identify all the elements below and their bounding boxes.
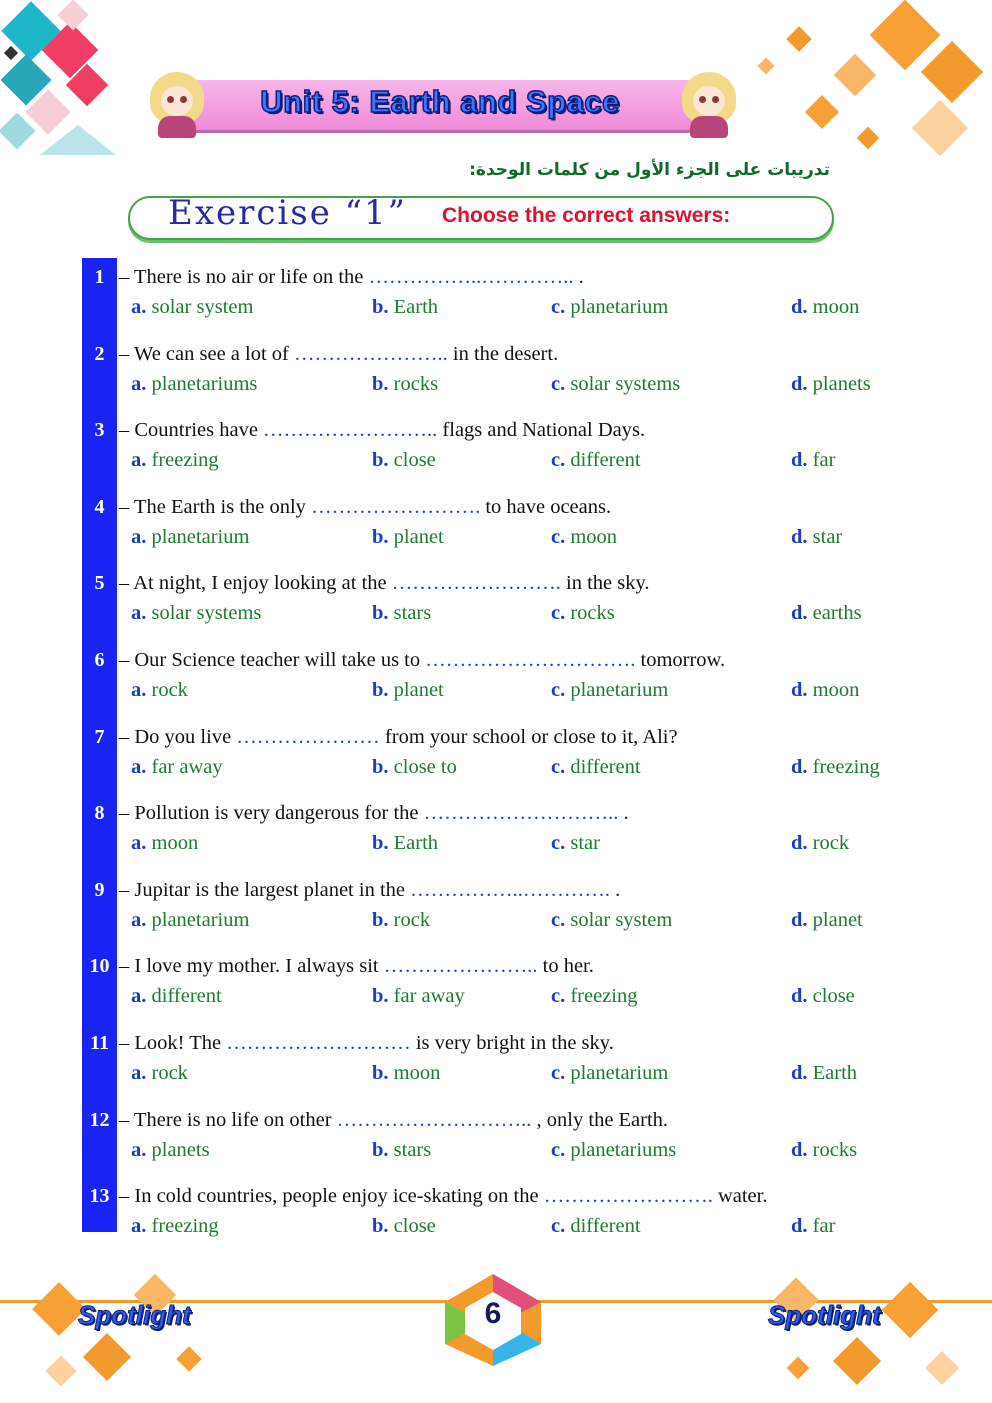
option-letter: c. — [551, 449, 566, 472]
option-text: planets — [812, 372, 871, 395]
option-d[interactable] — [791, 985, 855, 1008]
option-letter: c. — [551, 1138, 566, 1161]
option-a[interactable] — [131, 985, 222, 1008]
option-a[interactable] — [131, 832, 198, 855]
option-letter: b. — [372, 755, 389, 778]
question-number: 5 — [94, 572, 105, 595]
option-d[interactable] — [791, 756, 880, 779]
option-letter: b. — [372, 985, 389, 1008]
option-letter: d. — [791, 755, 808, 778]
option-text: close to — [393, 755, 457, 778]
option-text: different — [570, 755, 641, 778]
option-text: freezing — [812, 755, 880, 778]
question-text-after: . — [578, 266, 584, 288]
question-number: 11 — [90, 1032, 109, 1054]
option-text: planetarium — [570, 1062, 669, 1084]
option-letter: a. — [131, 525, 147, 548]
page-title: Unit 5: Earth and Space — [260, 84, 620, 119]
option-text: planetarium — [151, 908, 250, 931]
question-text-after: , only the Earth. — [536, 1108, 669, 1131]
option-c[interactable] — [551, 1215, 641, 1238]
option-text: close — [393, 1215, 436, 1238]
option-a[interactable] — [131, 602, 261, 625]
option-letter: a. — [131, 832, 147, 855]
answer-blank[interactable]: ………………….. — [294, 342, 453, 365]
question-text-before: – I love my mother. I always sit — [119, 955, 384, 978]
answer-blank[interactable]: ………………… — [236, 725, 385, 748]
option-letter: b. — [372, 296, 389, 318]
option-text: Earth — [812, 1062, 858, 1084]
option-text: planetarium — [570, 296, 669, 318]
option-letter: a. — [131, 296, 147, 318]
option-d[interactable] — [791, 909, 863, 932]
question-text-before: – Jupitar is the largest planet in the — [119, 878, 411, 901]
question-stem — [119, 955, 594, 978]
option-text: solar system — [570, 908, 673, 931]
question-stem — [119, 266, 584, 289]
option-text: moon — [151, 832, 199, 855]
option-c[interactable] — [551, 756, 641, 779]
option-a[interactable] — [131, 756, 223, 779]
option-b[interactable] — [372, 296, 438, 319]
option-text: planetariums — [570, 1138, 677, 1161]
question-stem — [119, 726, 678, 749]
option-letter: d. — [791, 296, 808, 318]
question-number: 9 — [94, 878, 105, 901]
option-text: rock — [393, 908, 431, 931]
question-text-after: water. — [717, 1185, 768, 1208]
question-stem — [119, 1109, 668, 1132]
option-letter: d. — [791, 985, 808, 1008]
option-b[interactable] — [372, 985, 465, 1008]
option-text: Earth — [393, 296, 439, 318]
option-letter: b. — [372, 1215, 389, 1238]
option-b[interactable] — [372, 449, 436, 472]
question-text-before: – Countries have — [119, 419, 264, 442]
option-d[interactable] — [791, 602, 862, 625]
question-stem — [119, 496, 611, 519]
question-stem — [119, 419, 645, 442]
option-text: different — [570, 1215, 641, 1238]
option-a[interactable] — [131, 1139, 210, 1162]
option-text: close — [393, 449, 436, 472]
option-text: Earth — [393, 832, 439, 855]
question-stem — [119, 572, 650, 595]
answer-blank[interactable]: …………………….. — [263, 419, 443, 442]
option-text: stars — [393, 602, 432, 625]
decor-top-right — [720, 0, 992, 170]
option-text: star — [570, 832, 600, 855]
option-c[interactable] — [551, 296, 668, 319]
option-c[interactable] — [551, 985, 638, 1008]
option-c[interactable] — [551, 373, 680, 396]
question-text-before: – We can see a lot of — [119, 342, 295, 365]
question-stem — [119, 343, 558, 366]
option-text: rocks — [393, 372, 439, 395]
option-a[interactable] — [131, 296, 253, 319]
question-text-before: – Our Science teacher will take us to — [119, 649, 426, 671]
option-letter: d. — [791, 525, 808, 548]
option-text: earths — [812, 602, 862, 625]
option-letter: a. — [131, 1062, 147, 1084]
option-letter: b. — [372, 1062, 389, 1084]
answer-blank[interactable]: ……………………… — [226, 1032, 416, 1054]
question-number: 1 — [94, 266, 105, 288]
option-d[interactable] — [791, 449, 835, 472]
question-stem — [119, 1185, 767, 1208]
answer-blank[interactable]: ……………………….. — [423, 802, 624, 825]
question-text-after: tomorrow. — [640, 649, 726, 671]
answer-blank[interactable]: ……………………. — [391, 572, 566, 595]
option-a[interactable] — [131, 1215, 219, 1238]
option-b[interactable] — [372, 909, 430, 932]
option-text: planetarium — [151, 525, 250, 548]
brand-logo-left: Spotlight — [78, 1300, 191, 1330]
option-letter: c. — [551, 602, 566, 625]
question-text-before: – There is no life on other — [119, 1108, 337, 1131]
option-letter: a. — [131, 679, 147, 701]
option-text: freezing — [151, 449, 219, 472]
exercise-title: Exercise “1” — [168, 193, 408, 233]
question-number: 12 — [89, 1108, 110, 1131]
option-text: planetarium — [570, 679, 669, 701]
option-letter: d. — [791, 832, 808, 855]
option-letter: c. — [551, 525, 566, 548]
option-text: planet — [812, 908, 863, 931]
option-d[interactable] — [791, 1215, 835, 1238]
question-text-before: – There is no air or life on the — [119, 266, 369, 288]
option-b[interactable] — [372, 756, 457, 779]
question-text-after: flags and National Days. — [442, 419, 646, 442]
option-text: different — [151, 985, 222, 1008]
question-number: 2 — [94, 342, 105, 365]
option-b[interactable] — [372, 602, 431, 625]
question-text-after: is very bright in the sky. — [415, 1032, 614, 1054]
option-d[interactable] — [791, 296, 859, 319]
answer-blank[interactable]: ……………..………….. — [368, 266, 579, 288]
option-text: rocks — [812, 1138, 858, 1161]
option-letter: c. — [551, 1062, 566, 1084]
option-letter: c. — [551, 372, 566, 395]
option-letter: b. — [372, 449, 389, 472]
option-a[interactable] — [131, 373, 257, 396]
option-letter: d. — [791, 908, 808, 931]
option-letter: c. — [551, 1215, 566, 1238]
option-letter: d. — [791, 372, 808, 395]
option-letter: b. — [372, 602, 389, 625]
answer-blank[interactable]: ………………….. — [383, 955, 543, 978]
option-d[interactable] — [791, 832, 849, 855]
question-stem — [119, 879, 620, 902]
question-text-after: in the sky. — [566, 572, 650, 595]
option-text: moon — [570, 525, 618, 548]
option-letter: a. — [131, 602, 147, 625]
option-text: close — [812, 985, 855, 1008]
option-letter: a. — [131, 755, 147, 778]
option-letter: c. — [551, 908, 566, 931]
option-letter: d. — [791, 1062, 808, 1084]
option-c[interactable] — [551, 832, 600, 855]
option-text: rock — [151, 679, 188, 701]
exercise-instruction: Choose the correct answers: — [442, 204, 731, 227]
option-letter: b. — [372, 372, 389, 395]
answer-blank[interactable]: ……………..…………. — [410, 878, 616, 901]
option-a[interactable] — [131, 909, 249, 932]
option-a[interactable] — [131, 449, 219, 472]
question-text-after: to her. — [542, 955, 594, 978]
option-letter: a. — [131, 985, 147, 1008]
option-b[interactable] — [372, 1062, 440, 1085]
option-d[interactable] — [791, 1139, 857, 1162]
option-text: rock — [151, 1062, 188, 1084]
option-text: moon — [393, 1062, 441, 1084]
option-a[interactable] — [131, 679, 188, 702]
question-text-before: – At night, I enjoy looking at the — [119, 572, 392, 595]
question-text-before: – Pollution is very dangerous for the — [119, 802, 424, 825]
option-letter: a. — [131, 1138, 147, 1161]
option-d[interactable] — [791, 679, 859, 702]
question-stem — [119, 802, 629, 825]
option-d[interactable] — [791, 526, 842, 549]
decor-bottom-left — [30, 1270, 230, 1400]
option-letter: a. — [131, 449, 147, 472]
answer-blank[interactable]: ……………………. — [543, 1185, 718, 1208]
question-text-after: . — [615, 878, 621, 901]
option-c[interactable] — [551, 526, 617, 549]
option-text: far — [812, 449, 836, 472]
option-a[interactable] — [131, 526, 249, 549]
decor-bottom-right — [760, 1270, 980, 1400]
option-text: stars — [393, 1138, 432, 1161]
option-letter: c. — [551, 755, 566, 778]
question-text-before: – The Earth is the only — [119, 495, 312, 518]
option-b[interactable] — [372, 373, 438, 396]
option-text: moon — [812, 296, 860, 318]
option-text: different — [570, 449, 641, 472]
question-stem — [119, 1032, 614, 1055]
answer-blank[interactable]: …………………………. — [425, 649, 641, 671]
option-letter: d. — [791, 602, 808, 625]
option-b[interactable] — [372, 679, 444, 702]
option-b[interactable] — [372, 1139, 431, 1162]
option-text: far — [812, 1215, 836, 1238]
option-letter: d. — [791, 449, 808, 472]
question-text-after: from your school or close to it, Ali? — [384, 725, 678, 748]
question-text-after: to have oceans. — [485, 495, 612, 518]
option-letter: d. — [791, 1215, 808, 1238]
option-letter: b. — [372, 679, 389, 701]
answer-blank[interactable]: ……………………. — [311, 495, 486, 518]
question-number: 13 — [89, 1185, 110, 1208]
option-c[interactable] — [551, 679, 668, 702]
question-number: 10 — [89, 955, 110, 978]
question-number: 8 — [94, 802, 105, 825]
option-letter: d. — [791, 1138, 808, 1161]
option-c[interactable] — [551, 909, 672, 932]
question-text-after: in the desert. — [452, 342, 559, 365]
option-letter: a. — [131, 908, 147, 931]
option-text: solar systems — [570, 372, 681, 395]
question-stem — [119, 649, 725, 672]
option-d[interactable] — [791, 373, 871, 396]
option-letter: a. — [131, 372, 147, 395]
question-text-before: – In cold countries, people enjoy ice-skating on the — [119, 1185, 544, 1208]
option-letter: c. — [551, 679, 566, 701]
option-text: far away — [151, 755, 223, 778]
question-number: 6 — [94, 649, 105, 671]
option-letter: b. — [372, 525, 389, 548]
question-text-after: . — [623, 802, 629, 825]
option-c[interactable] — [551, 1062, 668, 1085]
option-letter: c. — [551, 985, 566, 1008]
answer-blank[interactable]: ……………………….. — [336, 1108, 537, 1131]
option-text: star — [812, 525, 843, 548]
option-letter: b. — [372, 908, 389, 931]
option-c[interactable] — [551, 602, 615, 625]
option-a[interactable] — [131, 1062, 188, 1085]
question-number: 4 — [94, 495, 105, 518]
option-letter: b. — [372, 1138, 389, 1161]
option-text: planetariums — [151, 372, 258, 395]
option-text: solar systems — [151, 602, 262, 625]
question-text-before: – Look! The — [119, 1032, 227, 1054]
page-number: 6 — [484, 1297, 502, 1330]
option-c[interactable] — [551, 449, 641, 472]
arabic-subtitle: تدريبات على الجزء الأول من كلمات الوحدة: — [469, 160, 830, 180]
option-text: freezing — [570, 985, 638, 1008]
option-text: freezing — [151, 1215, 219, 1238]
option-text: rocks — [570, 602, 615, 625]
question-text-before: – Do you live — [119, 725, 237, 748]
option-b[interactable] — [372, 1215, 436, 1238]
question-number: 3 — [94, 419, 105, 442]
option-text: planet — [393, 525, 444, 548]
question-number: 7 — [94, 725, 105, 748]
option-c[interactable] — [551, 1139, 676, 1162]
option-letter: c. — [551, 832, 566, 855]
option-letter: a. — [131, 1215, 147, 1238]
option-letter: d. — [791, 679, 808, 701]
option-b[interactable] — [372, 526, 444, 549]
option-letter: b. — [372, 832, 389, 855]
option-b[interactable] — [372, 832, 438, 855]
option-text: moon — [812, 679, 860, 701]
decor-top-left — [0, 0, 130, 160]
option-text: rock — [812, 832, 850, 855]
option-text: planet — [393, 679, 444, 701]
option-text: far away — [393, 985, 465, 1008]
brand-logo-right: Spotlight — [768, 1300, 881, 1330]
option-d[interactable] — [791, 1062, 857, 1085]
option-letter: c. — [551, 296, 566, 318]
option-text: solar system — [151, 296, 254, 318]
option-text: planets — [151, 1138, 210, 1161]
